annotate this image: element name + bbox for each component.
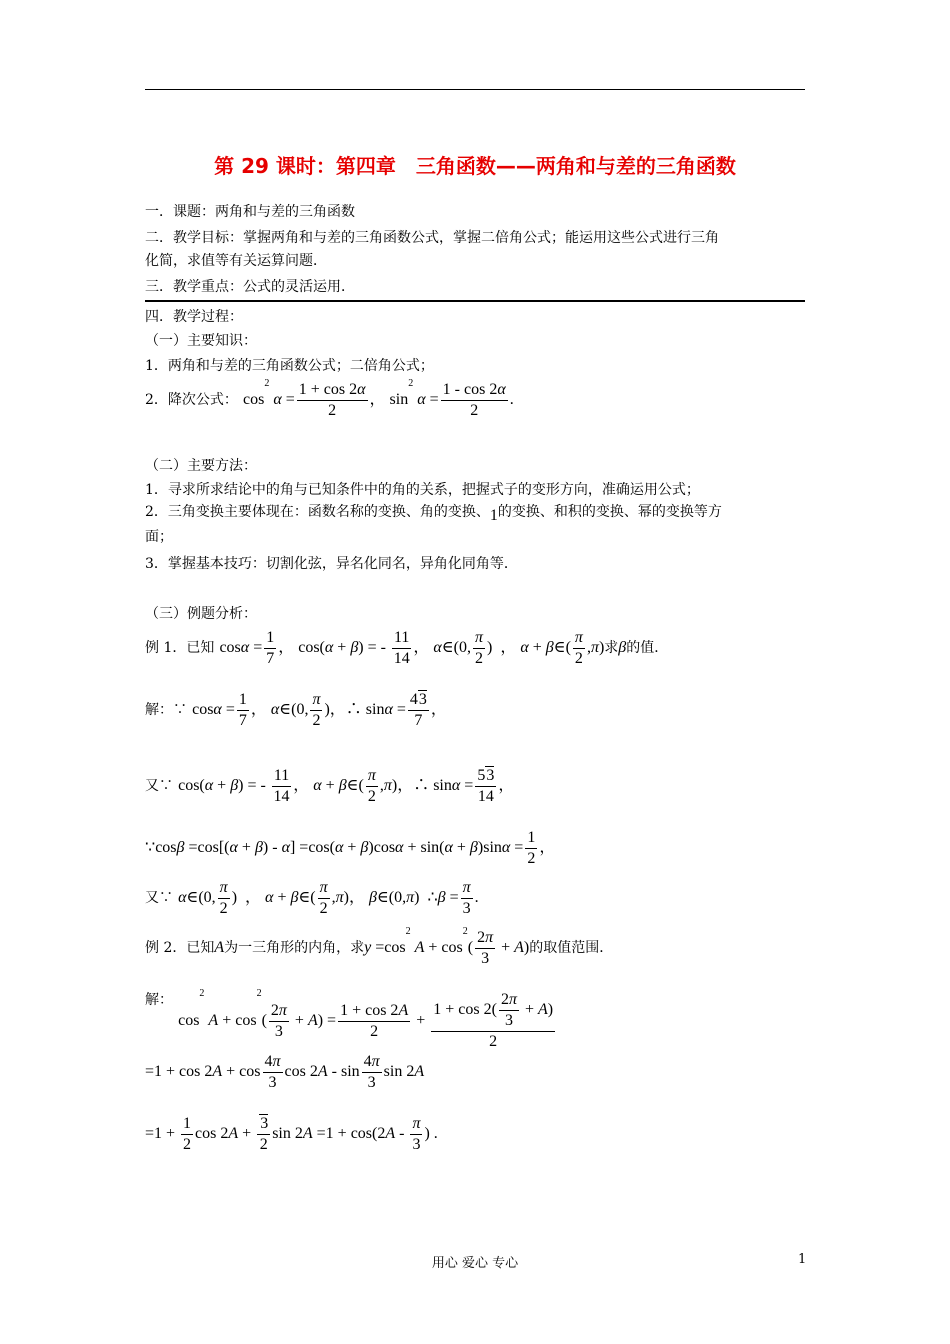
method-item-3: 3．掌握基本技巧：切割化弦，异名化同名，异角化同角等． xyxy=(145,556,518,572)
method-item-1: 1．寻求所求结论中的角与已知条件中的角的关系，把握式子的变形方向，准确运用公式； xyxy=(145,482,700,498)
section-process: 四．教学过程： xyxy=(145,309,243,325)
header-rule xyxy=(145,89,805,90)
example-1-label: 例 1．已知 xyxy=(145,640,215,657)
example-2-end: 的取值范围． xyxy=(529,940,614,957)
section-focus: 三．教学重点：公式的灵活运用． xyxy=(145,279,355,295)
examples-heading: （三）例题分析： xyxy=(145,606,257,622)
knowledge-heading: （一）主要知识： xyxy=(145,333,257,349)
solution-1-line-2: 又∵ cos(α + β) = - $\frac{11}{14}$ ， α + β∈( $\frac{\pi}{2}$ ,π)，∴ sinα = $\frac{53}{14}$ ， xyxy=(145,767,515,805)
solution-1-label: 解：∵ xyxy=(145,702,187,719)
method-item-2 xyxy=(145,502,722,522)
method-item-2-text-b: 的变换、和积的变换、幂的变换等方 xyxy=(497,504,722,520)
solution-1-line-4: 又∵ α∈(0, $\frac{\pi}{2}$ ) ， α + β∈( $\frac{\pi}{2}$ ,π)， β∈(0,π) ∴β = $\frac{\pi}{3}$ . xyxy=(145,879,479,917)
solution-2-line-1: 解： $\cos^2 A + \cos^2$( $\frac{2\pi}{3}$ + A) = $\frac{1 + \cos 2A}{2}$ + 1 + cos 2( $\frac{2\pi}{3}$ + A) 2 xyxy=(145,988,554,1050)
method-item-2-one: 1 xyxy=(489,507,498,524)
example-1-end: 的值． xyxy=(626,640,669,657)
page-title: 第 29 课时：第四章 三角函数——两角和与差的三角函数 xyxy=(214,154,736,178)
solution-1-again-2: 又∵ xyxy=(145,890,173,907)
knowledge-item-2 xyxy=(145,380,514,421)
solution-2-label: 解： xyxy=(145,992,173,1008)
section-goals: 二．教学目标：掌握两角和与差的三角函数公式，掌握二倍角公式；能运用这些公式进行三角 xyxy=(145,230,719,246)
solution-2-line-3: =1 + $\frac{1}{2}$ cos 2A + $\frac{3}{2}$ sin 2A =1 + cos(2A - $\frac{\pi}{3}$ ) . xyxy=(145,1115,438,1153)
example-2: 例 2．已知A为一三角形的内角，求$y =\cos^2$ $A + \cos^2$( $\frac{2\pi}{3}$ + A)的取值范围． xyxy=(145,926,614,967)
formula-cos-square: $\cos^2 \alpha$ = $\frac{1 + \cos 2\alpha}{2}$ ， $\sin^2 \alpha$ = $\frac{1 - \cos 2\alpha}{2}$ . xyxy=(243,378,514,419)
knowledge-item-1: 1．两角和与差的三角函数公式；二倍角公式； xyxy=(145,358,434,374)
example-2-label: 例 2．已知 xyxy=(145,940,215,957)
method-item-2-text: 2．三角变换主要体现在：函数名称的变换、角的变换、 xyxy=(145,504,490,520)
example-2-mid: 为一三角形的内角，求 xyxy=(224,940,365,957)
section-goals-cont: 化简，求值等有关运算问题． xyxy=(145,253,327,269)
solution-1-line-3: ∵cosβ =cos[(α + β) - α] =cos(α + β)cosα + sin(α + β)sinα = $\frac{1}{2}$ ， xyxy=(145,829,556,867)
solution-1-line-1: 解：∵ cosα = $\frac{1}{7}$ ， α∈(0, $\frac{\pi}{2}$ )，∴ sinα = $\frac{43}{7}$ ， xyxy=(145,691,447,729)
section-divider xyxy=(145,300,805,302)
method-item-2-cont: 面； xyxy=(145,529,173,545)
solution-1-because: ∵ xyxy=(145,839,156,857)
solution-2-line-2: =1 + cos 2A + cos $\frac{4\pi}{3}$ cos 2A - sin $\frac{4\pi}{3}$ sin 2A xyxy=(145,1053,425,1091)
example-1: 例 1．已知 cosα = $\frac{1}{7}$ ， cos(α + β) = - $\frac{11}{14}$ ， α∈(0, $\frac{\pi}{2}$ ) ， α + β∈( $\frac{\pi}{2}$ ,π)求β的值． xyxy=(145,629,669,667)
example-1-tail: 求 xyxy=(604,640,619,657)
method-heading: （二）主要方法： xyxy=(145,458,257,474)
page-number: 1 xyxy=(798,1252,807,1267)
section-topic: 一．课题：两角和与差的三角函数 xyxy=(145,204,355,220)
knowledge-item-2-label: 2．降次公式： xyxy=(145,392,238,409)
solution-1-again: 又∵ xyxy=(145,778,173,795)
footer-motto: 用心 爱心 专心 xyxy=(431,1256,519,1271)
